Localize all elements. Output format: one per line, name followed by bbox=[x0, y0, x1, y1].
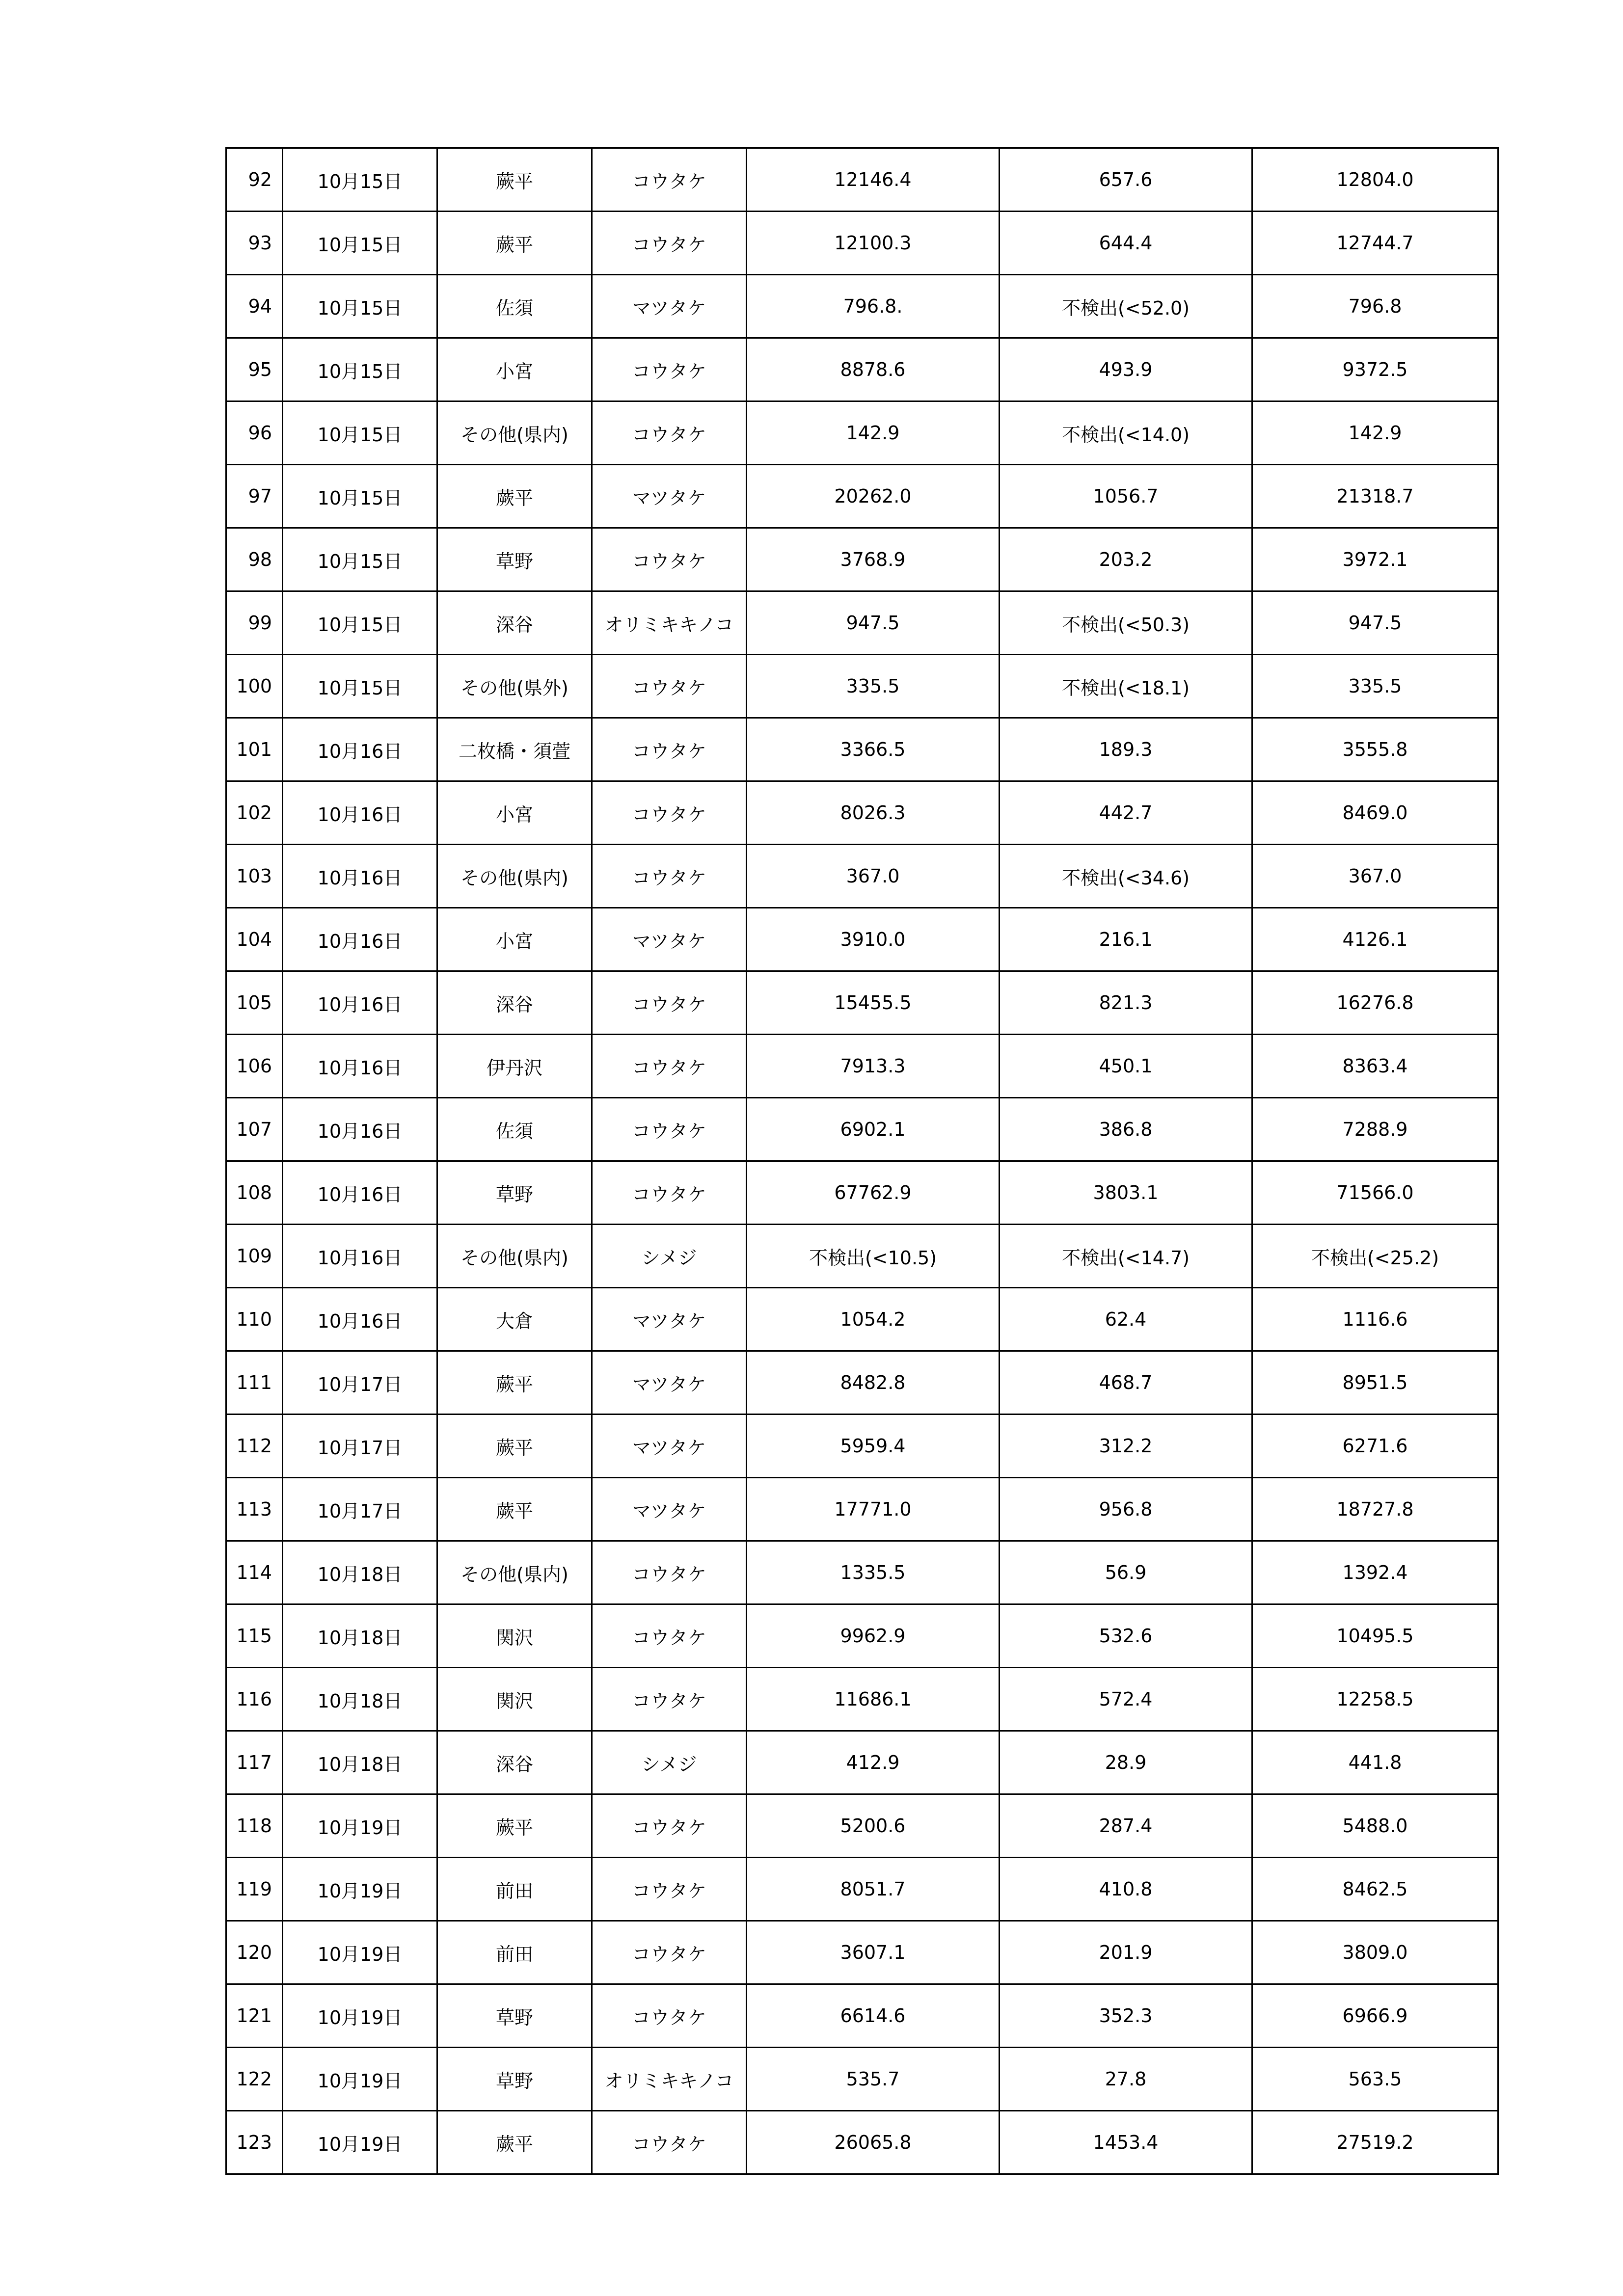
value-cell-1: 67762.9 bbox=[747, 1161, 1000, 1225]
value-cell-1: 15455.5 bbox=[747, 971, 1000, 1035]
value-cell-1: 412.9 bbox=[747, 1731, 1000, 1794]
item-cell: マツタケ bbox=[592, 908, 747, 971]
location-cell: 蕨平 bbox=[437, 465, 592, 528]
value-cell-1: 20262.0 bbox=[747, 465, 1000, 528]
location-cell: 前田 bbox=[437, 1858, 592, 1921]
total-cell: 8363.4 bbox=[1252, 1035, 1498, 1098]
value-cell-1: 142.9 bbox=[747, 401, 1000, 465]
value-cell-2: 532.6 bbox=[1000, 1604, 1252, 1668]
date-cell: 10月18日 bbox=[283, 1541, 437, 1604]
row-number-cell: 110 bbox=[226, 1288, 283, 1351]
item-cell: コウタケ bbox=[592, 212, 747, 275]
item-cell: オリミキキノコ bbox=[592, 591, 747, 655]
location-cell: 草野 bbox=[437, 2048, 592, 2111]
total-cell: 3809.0 bbox=[1252, 1921, 1498, 1984]
value-cell-2: 62.4 bbox=[1000, 1288, 1252, 1351]
row-number-cell: 114 bbox=[226, 1541, 283, 1604]
row-number-cell: 121 bbox=[226, 1984, 283, 2048]
table-row bbox=[226, 1098, 1498, 1161]
location-cell: 深谷 bbox=[437, 591, 592, 655]
location-cell: 佐須 bbox=[437, 275, 592, 338]
value-cell-2: 657.6 bbox=[1000, 148, 1252, 212]
value-cell-1: 7913.3 bbox=[747, 1035, 1000, 1098]
value-cell-2: 不検出(<50.3) bbox=[1000, 591, 1252, 655]
value-cell-1: 535.7 bbox=[747, 2048, 1000, 2111]
row-number-cell: 115 bbox=[226, 1604, 283, 1668]
table-row bbox=[226, 1794, 1498, 1858]
item-cell: シメジ bbox=[592, 1731, 747, 1794]
location-cell: その他(県内) bbox=[437, 845, 592, 908]
item-cell: コウタケ bbox=[592, 2111, 747, 2174]
total-cell: 8462.5 bbox=[1252, 1858, 1498, 1921]
table-row bbox=[226, 148, 1498, 212]
item-cell: コウタケ bbox=[592, 1921, 747, 1984]
total-cell: 8469.0 bbox=[1252, 781, 1498, 845]
location-cell: 小宮 bbox=[437, 908, 592, 971]
table-row bbox=[226, 465, 1498, 528]
date-cell: 10月19日 bbox=[283, 1858, 437, 1921]
date-cell: 10月15日 bbox=[283, 401, 437, 465]
table-row bbox=[226, 1858, 1498, 1921]
total-cell: 10495.5 bbox=[1252, 1604, 1498, 1668]
table-row bbox=[226, 275, 1498, 338]
item-cell: マツタケ bbox=[592, 1351, 747, 1415]
value-cell-2: 956.8 bbox=[1000, 1478, 1252, 1541]
location-cell: その他(県内) bbox=[437, 401, 592, 465]
date-cell: 10月15日 bbox=[283, 148, 437, 212]
table-row bbox=[226, 1478, 1498, 1541]
row-number-cell: 98 bbox=[226, 528, 283, 591]
value-cell-2: 56.9 bbox=[1000, 1541, 1252, 1604]
row-number-cell: 113 bbox=[226, 1478, 283, 1541]
table-row bbox=[226, 1225, 1498, 1288]
item-cell: コウタケ bbox=[592, 1098, 747, 1161]
value-cell-1: 8051.7 bbox=[747, 1858, 1000, 1921]
table-row bbox=[226, 212, 1498, 275]
total-cell: 335.5 bbox=[1252, 655, 1498, 718]
value-cell-2: 821.3 bbox=[1000, 971, 1252, 1035]
date-cell: 10月18日 bbox=[283, 1731, 437, 1794]
total-cell: 21318.7 bbox=[1252, 465, 1498, 528]
value-cell-2: 不検出(<34.6) bbox=[1000, 845, 1252, 908]
value-cell-2: 216.1 bbox=[1000, 908, 1252, 971]
row-number-cell: 112 bbox=[226, 1415, 283, 1478]
total-cell: 3972.1 bbox=[1252, 528, 1498, 591]
item-cell: コウタケ bbox=[592, 148, 747, 212]
value-cell-1: 3607.1 bbox=[747, 1921, 1000, 1984]
item-cell: コウタケ bbox=[592, 1794, 747, 1858]
total-cell: 7288.9 bbox=[1252, 1098, 1498, 1161]
total-cell: 1392.4 bbox=[1252, 1541, 1498, 1604]
table-row bbox=[226, 781, 1498, 845]
location-cell: 伊丹沢 bbox=[437, 1035, 592, 1098]
location-cell: 関沢 bbox=[437, 1668, 592, 1731]
total-cell: 8951.5 bbox=[1252, 1351, 1498, 1415]
location-cell: 草野 bbox=[437, 1984, 592, 2048]
date-cell: 10月19日 bbox=[283, 1794, 437, 1858]
total-cell: 796.8 bbox=[1252, 275, 1498, 338]
location-cell: 蕨平 bbox=[437, 148, 592, 212]
item-cell: マツタケ bbox=[592, 275, 747, 338]
value-cell-2: 201.9 bbox=[1000, 1921, 1252, 1984]
value-cell-2: 287.4 bbox=[1000, 1794, 1252, 1858]
total-cell: 9372.5 bbox=[1252, 338, 1498, 401]
date-cell: 10月17日 bbox=[283, 1478, 437, 1541]
table-row bbox=[226, 1668, 1498, 1731]
results-table bbox=[225, 147, 1499, 2175]
row-number-cell: 119 bbox=[226, 1858, 283, 1921]
item-cell: コウタケ bbox=[592, 1604, 747, 1668]
table-row bbox=[226, 655, 1498, 718]
value-cell-2: 493.9 bbox=[1000, 338, 1252, 401]
date-cell: 10月16日 bbox=[283, 845, 437, 908]
row-number-cell: 96 bbox=[226, 401, 283, 465]
row-number-cell: 93 bbox=[226, 212, 283, 275]
date-cell: 10月15日 bbox=[283, 591, 437, 655]
total-cell: 71566.0 bbox=[1252, 1161, 1498, 1225]
item-cell: マツタケ bbox=[592, 1478, 747, 1541]
item-cell: マツタケ bbox=[592, 465, 747, 528]
total-cell: 不検出(<25.2) bbox=[1252, 1225, 1498, 1288]
table-row bbox=[226, 338, 1498, 401]
value-cell-1: 12100.3 bbox=[747, 212, 1000, 275]
total-cell: 12258.5 bbox=[1252, 1668, 1498, 1731]
date-cell: 10月16日 bbox=[283, 908, 437, 971]
table-row bbox=[226, 1541, 1498, 1604]
row-number-cell: 111 bbox=[226, 1351, 283, 1415]
value-cell-2: 不検出(<18.1) bbox=[1000, 655, 1252, 718]
date-cell: 10月19日 bbox=[283, 2048, 437, 2111]
date-cell: 10月17日 bbox=[283, 1415, 437, 1478]
location-cell: 深谷 bbox=[437, 971, 592, 1035]
total-cell: 367.0 bbox=[1252, 845, 1498, 908]
date-cell: 10月17日 bbox=[283, 1351, 437, 1415]
location-cell: その他(県外) bbox=[437, 655, 592, 718]
location-cell: 蕨平 bbox=[437, 1794, 592, 1858]
table-row bbox=[226, 1288, 1498, 1351]
row-number-cell: 117 bbox=[226, 1731, 283, 1794]
value-cell-2: 410.8 bbox=[1000, 1858, 1252, 1921]
value-cell-2: 572.4 bbox=[1000, 1668, 1252, 1731]
item-cell: コウタケ bbox=[592, 1858, 747, 1921]
value-cell-1: 796.8. bbox=[747, 275, 1000, 338]
date-cell: 10月16日 bbox=[283, 1288, 437, 1351]
value-cell-1: 11686.1 bbox=[747, 1668, 1000, 1731]
item-cell: コウタケ bbox=[592, 1984, 747, 2048]
total-cell: 3555.8 bbox=[1252, 718, 1498, 781]
value-cell-2: 450.1 bbox=[1000, 1035, 1252, 1098]
value-cell-2: 352.3 bbox=[1000, 1984, 1252, 2048]
date-cell: 10月15日 bbox=[283, 338, 437, 401]
date-cell: 10月15日 bbox=[283, 212, 437, 275]
row-number-cell: 97 bbox=[226, 465, 283, 528]
table-body bbox=[226, 148, 1498, 2174]
location-cell: 草野 bbox=[437, 528, 592, 591]
location-cell: 蕨平 bbox=[437, 1351, 592, 1415]
row-number-cell: 107 bbox=[226, 1098, 283, 1161]
value-cell-1: 6902.1 bbox=[747, 1098, 1000, 1161]
table-row bbox=[226, 971, 1498, 1035]
date-cell: 10月18日 bbox=[283, 1604, 437, 1668]
location-cell: 蕨平 bbox=[437, 2111, 592, 2174]
value-cell-1: 3768.9 bbox=[747, 528, 1000, 591]
location-cell: 蕨平 bbox=[437, 212, 592, 275]
location-cell: 佐須 bbox=[437, 1098, 592, 1161]
total-cell: 142.9 bbox=[1252, 401, 1498, 465]
location-cell: 小宮 bbox=[437, 781, 592, 845]
value-cell-1: 8026.3 bbox=[747, 781, 1000, 845]
table-row bbox=[226, 1604, 1498, 1668]
location-cell: 関沢 bbox=[437, 1604, 592, 1668]
row-number-cell: 104 bbox=[226, 908, 283, 971]
value-cell-2: 不検出(<14.7) bbox=[1000, 1225, 1252, 1288]
row-number-cell: 123 bbox=[226, 2111, 283, 2174]
value-cell-1: 12146.4 bbox=[747, 148, 1000, 212]
date-cell: 10月19日 bbox=[283, 1984, 437, 2048]
location-cell: 深谷 bbox=[437, 1731, 592, 1794]
row-number-cell: 116 bbox=[226, 1668, 283, 1731]
item-cell: マツタケ bbox=[592, 1415, 747, 1478]
value-cell-2: 不検出(<52.0) bbox=[1000, 275, 1252, 338]
location-cell: その他(県内) bbox=[437, 1541, 592, 1604]
value-cell-1: 6614.6 bbox=[747, 1984, 1000, 2048]
item-cell: コウタケ bbox=[592, 401, 747, 465]
table-row bbox=[226, 908, 1498, 971]
row-number-cell: 94 bbox=[226, 275, 283, 338]
value-cell-1: 不検出(<10.5) bbox=[747, 1225, 1000, 1288]
table-row bbox=[226, 845, 1498, 908]
value-cell-1: 947.5 bbox=[747, 591, 1000, 655]
table-row bbox=[226, 1921, 1498, 1984]
date-cell: 10月16日 bbox=[283, 1161, 437, 1225]
value-cell-1: 367.0 bbox=[747, 845, 1000, 908]
value-cell-1: 8482.8 bbox=[747, 1351, 1000, 1415]
item-cell: コウタケ bbox=[592, 655, 747, 718]
row-number-cell: 106 bbox=[226, 1035, 283, 1098]
date-cell: 10月15日 bbox=[283, 275, 437, 338]
value-cell-2: 28.9 bbox=[1000, 1731, 1252, 1794]
row-number-cell: 118 bbox=[226, 1794, 283, 1858]
date-cell: 10月16日 bbox=[283, 971, 437, 1035]
date-cell: 10月16日 bbox=[283, 1225, 437, 1288]
item-cell: コウタケ bbox=[592, 845, 747, 908]
total-cell: 441.8 bbox=[1252, 1731, 1498, 1794]
value-cell-1: 1335.5 bbox=[747, 1541, 1000, 1604]
table-row bbox=[226, 591, 1498, 655]
date-cell: 10月15日 bbox=[283, 465, 437, 528]
location-cell: 小宮 bbox=[437, 338, 592, 401]
value-cell-2: 1056.7 bbox=[1000, 465, 1252, 528]
item-cell: コウタケ bbox=[592, 971, 747, 1035]
item-cell: コウタケ bbox=[592, 528, 747, 591]
total-cell: 1116.6 bbox=[1252, 1288, 1498, 1351]
date-cell: 10月15日 bbox=[283, 528, 437, 591]
row-number-cell: 99 bbox=[226, 591, 283, 655]
value-cell-1: 5200.6 bbox=[747, 1794, 1000, 1858]
table-row bbox=[226, 718, 1498, 781]
table-row bbox=[226, 528, 1498, 591]
table-row bbox=[226, 1731, 1498, 1794]
item-cell: コウタケ bbox=[592, 1035, 747, 1098]
table-row bbox=[226, 401, 1498, 465]
row-number-cell: 100 bbox=[226, 655, 283, 718]
value-cell-1: 335.5 bbox=[747, 655, 1000, 718]
item-cell: コウタケ bbox=[592, 1541, 747, 1604]
item-cell: コウタケ bbox=[592, 338, 747, 401]
table-row bbox=[226, 2111, 1498, 2174]
value-cell-2: 3803.1 bbox=[1000, 1161, 1252, 1225]
item-cell: オリミキキノコ bbox=[592, 2048, 747, 2111]
total-cell: 947.5 bbox=[1252, 591, 1498, 655]
table-row bbox=[226, 1161, 1498, 1225]
date-cell: 10月19日 bbox=[283, 2111, 437, 2174]
date-cell: 10月16日 bbox=[283, 1035, 437, 1098]
total-cell: 5488.0 bbox=[1252, 1794, 1498, 1858]
value-cell-1: 9962.9 bbox=[747, 1604, 1000, 1668]
total-cell: 6271.6 bbox=[1252, 1415, 1498, 1478]
location-cell: 前田 bbox=[437, 1921, 592, 1984]
row-number-cell: 109 bbox=[226, 1225, 283, 1288]
total-cell: 16276.8 bbox=[1252, 971, 1498, 1035]
value-cell-2: 468.7 bbox=[1000, 1351, 1252, 1415]
item-cell: コウタケ bbox=[592, 1668, 747, 1731]
value-cell-2: 189.3 bbox=[1000, 718, 1252, 781]
date-cell: 10月16日 bbox=[283, 781, 437, 845]
total-cell: 563.5 bbox=[1252, 2048, 1498, 2111]
table-row bbox=[226, 1035, 1498, 1098]
row-number-cell: 102 bbox=[226, 781, 283, 845]
location-cell: 蕨平 bbox=[437, 1478, 592, 1541]
value-cell-2: 312.2 bbox=[1000, 1415, 1252, 1478]
value-cell-1: 8878.6 bbox=[747, 338, 1000, 401]
total-cell: 12744.7 bbox=[1252, 212, 1498, 275]
location-cell: 二枚橋・須萱 bbox=[437, 718, 592, 781]
value-cell-1: 3366.5 bbox=[747, 718, 1000, 781]
row-number-cell: 92 bbox=[226, 148, 283, 212]
value-cell-1: 1054.2 bbox=[747, 1288, 1000, 1351]
value-cell-2: 442.7 bbox=[1000, 781, 1252, 845]
value-cell-1: 26065.8 bbox=[747, 2111, 1000, 2174]
value-cell-2: 386.8 bbox=[1000, 1098, 1252, 1161]
total-cell: 27519.2 bbox=[1252, 2111, 1498, 2174]
value-cell-2: 27.8 bbox=[1000, 2048, 1252, 2111]
row-number-cell: 101 bbox=[226, 718, 283, 781]
value-cell-2: 644.4 bbox=[1000, 212, 1252, 275]
location-cell: 大倉 bbox=[437, 1288, 592, 1351]
item-cell: マツタケ bbox=[592, 1288, 747, 1351]
value-cell-1: 3910.0 bbox=[747, 908, 1000, 971]
date-cell: 10月16日 bbox=[283, 718, 437, 781]
table-row bbox=[226, 1415, 1498, 1478]
table-row bbox=[226, 1351, 1498, 1415]
total-cell: 18727.8 bbox=[1252, 1478, 1498, 1541]
row-number-cell: 95 bbox=[226, 338, 283, 401]
item-cell: シメジ bbox=[592, 1225, 747, 1288]
total-cell: 4126.1 bbox=[1252, 908, 1498, 971]
location-cell: 草野 bbox=[437, 1161, 592, 1225]
row-number-cell: 103 bbox=[226, 845, 283, 908]
total-cell: 12804.0 bbox=[1252, 148, 1498, 212]
value-cell-2: 203.2 bbox=[1000, 528, 1252, 591]
table-row bbox=[226, 2048, 1498, 2111]
row-number-cell: 108 bbox=[226, 1161, 283, 1225]
value-cell-2: 不検出(<14.0) bbox=[1000, 401, 1252, 465]
location-cell: 蕨平 bbox=[437, 1415, 592, 1478]
item-cell: コウタケ bbox=[592, 781, 747, 845]
row-number-cell: 122 bbox=[226, 2048, 283, 2111]
date-cell: 10月18日 bbox=[283, 1668, 437, 1731]
value-cell-1: 5959.4 bbox=[747, 1415, 1000, 1478]
value-cell-1: 17771.0 bbox=[747, 1478, 1000, 1541]
date-cell: 10月19日 bbox=[283, 1921, 437, 1984]
value-cell-2: 1453.4 bbox=[1000, 2111, 1252, 2174]
item-cell: コウタケ bbox=[592, 1161, 747, 1225]
table-row bbox=[226, 1984, 1498, 2048]
location-cell: その他(県内) bbox=[437, 1225, 592, 1288]
date-cell: 10月15日 bbox=[283, 655, 437, 718]
total-cell: 6966.9 bbox=[1252, 1984, 1498, 2048]
row-number-cell: 105 bbox=[226, 971, 283, 1035]
row-number-cell: 120 bbox=[226, 1921, 283, 1984]
date-cell: 10月16日 bbox=[283, 1098, 437, 1161]
item-cell: コウタケ bbox=[592, 718, 747, 781]
